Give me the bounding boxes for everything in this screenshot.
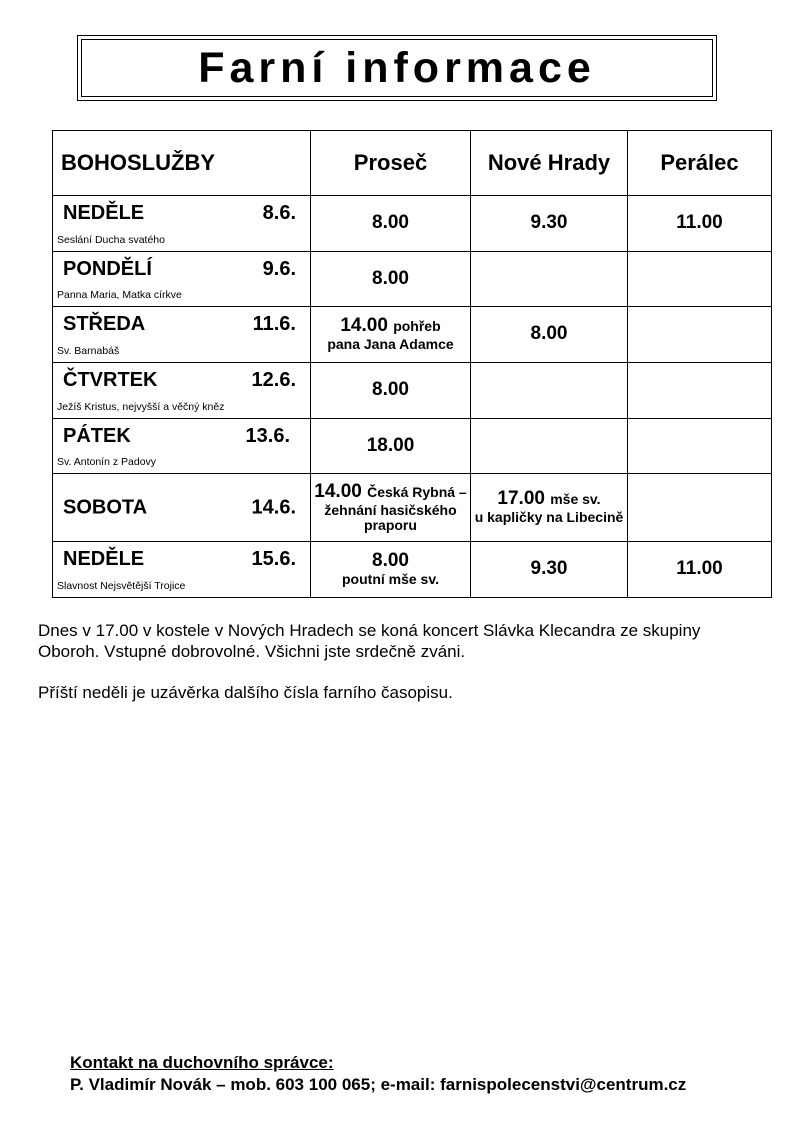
day-name: NEDĚLE	[63, 202, 145, 224]
day-cell	[53, 419, 311, 474]
day-name: SOBOTA	[63, 496, 148, 518]
peralec-time	[628, 363, 772, 419]
magazine-deadline-note: Příští neděli je uzávěrka dalšího čísla farního časopisu.	[38, 683, 453, 702]
prosec-time: 14.00	[340, 315, 388, 337]
day-feast: Panna Maria, Matka církve	[57, 289, 182, 301]
peralec-time	[628, 419, 772, 474]
peralec-time: 11.00	[628, 542, 772, 598]
day-feast: Seslání Ducha svatého	[57, 234, 165, 246]
day-cell	[53, 196, 311, 252]
prosec-entry	[311, 474, 471, 542]
nove-hrady-time: 17.00	[497, 488, 545, 510]
peralec-time	[628, 307, 772, 363]
day-cell	[53, 474, 311, 542]
header-nove-hrady: Nové Hrady	[471, 131, 628, 196]
prosec-time: 8.00	[311, 363, 471, 419]
prosec-note: pohřeb	[393, 318, 441, 335]
prosec-entry	[311, 307, 471, 363]
day-name: NEDĚLE	[63, 548, 145, 570]
nove-hrady-time: 9.30	[471, 196, 628, 252]
header-prosec: Proseč	[311, 131, 471, 196]
day-cell	[53, 542, 311, 598]
table-row	[53, 419, 772, 474]
prosec-note-line2: pana Jana Adamce	[327, 336, 454, 353]
nove-hrady-time	[471, 419, 628, 474]
contact-block	[70, 1052, 686, 1096]
day-feast: Ježíš Kristus, nejvyšší a věčný kněz	[57, 401, 225, 413]
header-peralec: Perálec	[628, 131, 772, 196]
table-row	[53, 307, 772, 363]
table-row	[53, 542, 772, 598]
table-row	[53, 474, 772, 542]
nove-hrady-time	[471, 363, 628, 419]
day-cell	[53, 363, 311, 419]
prosec-note: poutní mše sv.	[342, 571, 439, 588]
title-frame	[77, 35, 717, 101]
day-date: 11.6.	[252, 313, 296, 335]
nove-hrady-note: mše sv.	[550, 491, 601, 508]
nove-hrady-time: 8.00	[471, 307, 628, 363]
prosec-time: 14.00	[314, 480, 362, 502]
title-inner-frame	[81, 39, 713, 97]
prosec-note-line2: žehnání hasičského	[324, 501, 457, 518]
peralec-time	[628, 474, 772, 542]
day-feast: Slavnost Nejsvětější Trojice	[57, 580, 186, 592]
concert-announcement: Dnes v 17.00 v kostele v Nových Hradech se koná koncert Slávka Klecandra ze skupiny Oboroh. Vstupné dobrovolné. Všichni jste srdečně zváni.	[38, 621, 701, 661]
day-date: 13.6.	[245, 425, 290, 447]
header-services: BOHOSLUŽBY	[53, 131, 311, 196]
day-date: 14.6.	[251, 496, 296, 518]
nove-hrady-time: 9.30	[471, 542, 628, 598]
table-header-row	[53, 131, 772, 196]
day-feast: Sv. Antonín z Padovy	[57, 456, 157, 468]
day-date: 8.6.	[262, 202, 296, 224]
table-row	[53, 363, 772, 419]
day-name: PONDĚLÍ	[63, 258, 152, 280]
prosec-time: 8.00	[311, 196, 471, 252]
day-cell	[53, 307, 311, 363]
day-cell	[53, 252, 311, 307]
peralec-time: 11.00	[628, 196, 772, 252]
day-date: 12.6.	[251, 369, 296, 391]
nove-hrady-time	[471, 252, 628, 307]
day-feast: Sv. Barnabáš	[57, 345, 120, 357]
peralec-time	[628, 252, 772, 307]
prosec-time: 8.00	[311, 252, 471, 307]
prosec-entry	[311, 542, 471, 598]
prosec-time: 8.00	[372, 550, 409, 572]
mass-schedule-table	[52, 130, 772, 598]
prosec-note: Česká Rybná –	[367, 483, 467, 500]
contact-heading: Kontakt na duchovního správce:	[70, 1053, 334, 1072]
nove-hrady-entry	[471, 474, 628, 542]
contact-line: P. Vladimír Novák – mob. 603 100 065; e-mail: farnispolecenstvi@centrum.cz	[70, 1075, 687, 1094]
day-name: STŘEDA	[63, 313, 146, 335]
day-name: PÁTEK	[63, 425, 131, 447]
day-date: 15.6.	[251, 548, 296, 570]
table-row	[53, 196, 772, 252]
prosec-time: 18.00	[311, 419, 471, 474]
day-date: 9.6.	[262, 258, 296, 280]
nove-hrady-note-line2: u kapličky na Libecině	[474, 509, 624, 526]
prosec-note-line3: praporu	[364, 516, 417, 533]
table-row	[53, 252, 772, 307]
page-title: Farní informace	[198, 43, 596, 92]
day-name: ČTVRTEK	[63, 369, 158, 391]
